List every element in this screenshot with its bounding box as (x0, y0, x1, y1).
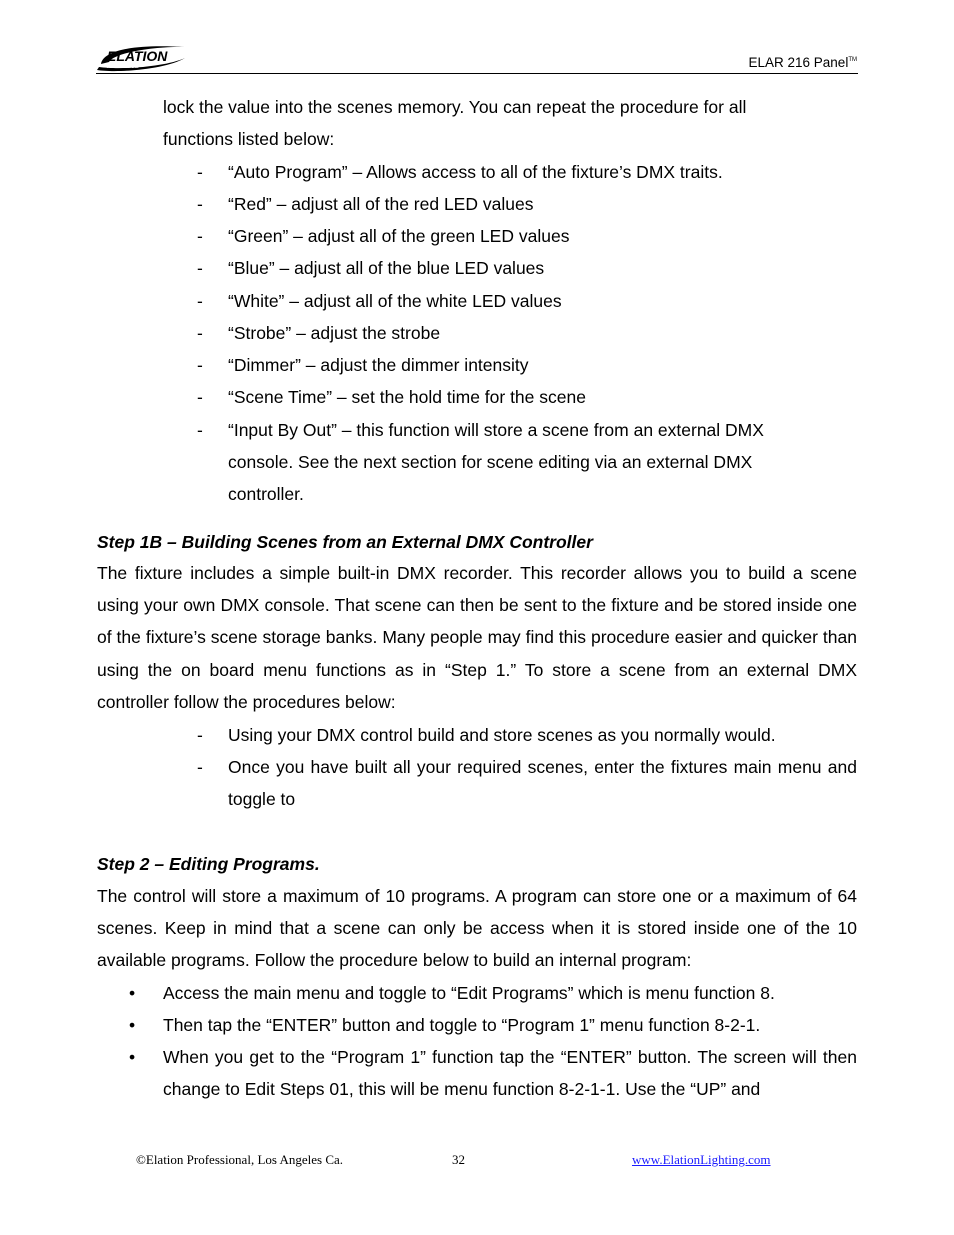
list-item: “White” – adjust all of the white LED values (228, 291, 562, 311)
list-item: When you get to the “Program 1” function tap the “ENTER” button. The screen will then change to Edit Steps 01, this will be menu function 8-2-1-1. Use the “UP” and (163, 1047, 857, 1100)
list-dash: - (197, 162, 203, 182)
list-item: Then tap the “ENTER” button and toggle to “Program 1” menu function 8-2-1. (163, 1015, 761, 1035)
list-bullet: • (129, 1047, 136, 1067)
logo-text: ELATION (107, 48, 168, 64)
header-title (749, 52, 858, 71)
list-dash: - (197, 291, 203, 311)
page-number: 32 (452, 1152, 465, 1167)
list-dash: - (197, 355, 203, 375)
list-dash: - (197, 258, 203, 278)
list-item: Using your DMX control build and store scenes as you normally would. (228, 725, 776, 745)
list-dash: - (197, 226, 203, 246)
list-dash: - (197, 323, 203, 343)
list-item: “Strobe” – adjust the strobe (228, 323, 441, 343)
section-heading-step-2: Step 2 – Editing Programs. (97, 854, 320, 874)
list-dash: - (197, 387, 203, 407)
step-1b-paragraph: The fixture includes a simple built-in DMX recorder. This recorder allows you to build a scene using your own DMX console. That scene can then be sent to the fixture and be stored inside one of the fixture’s scene storage banks. Many people may find this procedure easier and quicker than using the on board menu functions as in “Step 1.” To store a scene from an external DMX controller follow the procedures below: (97, 563, 857, 712)
step-2-paragraph: The control will store a maximum of 10 programs. A program can store one or a maximum of 64 scenes. Keep in mind that a scene can only be access when it is stored inside one of the 10 available programs. Follow the procedure below to build an internal program: (97, 886, 857, 971)
trademark-mark: TM (848, 57, 857, 63)
list-item: “Scene Time” – set the hold time for the scene (228, 387, 586, 407)
list-dash: - (197, 420, 203, 440)
list-dash: - (197, 194, 203, 214)
intro-paragraph: lock the value into the scenes memory. You can repeat the procedure for all functions listed below: (163, 97, 747, 150)
list-item: “Red” – adjust all of the red LED values (228, 194, 534, 214)
list-item: “Input By Out” – this function will store a scene from an external DMX console. See the next section for scene editing via an external DMX controller. (228, 420, 764, 505)
list-item: “Blue” – adjust all of the blue LED values (228, 258, 545, 278)
list-item: “Auto Program” – Allows access to all of the fixture’s DMX traits. (228, 162, 723, 182)
list-dash: - (197, 725, 203, 745)
list-item: “Dimmer” – adjust the dimmer intensity (228, 355, 529, 375)
list-bullet: • (129, 1015, 136, 1035)
list-bullet: • (129, 983, 136, 1003)
list-item: Once you have built all your required scenes, enter the fixtures main menu and toggle to (228, 757, 857, 810)
list-item: “Green” – adjust all of the green LED values (228, 226, 570, 246)
footer-copyright: ©Elation Professional, Los Angeles Ca. (136, 1152, 344, 1167)
elation-logo (95, 40, 187, 74)
website-link[interactable]: www.ElationLighting.com (632, 1152, 771, 1167)
list-item: Access the main menu and toggle to “Edit Programs” which is menu function 8. (163, 983, 775, 1003)
list-dash: - (197, 757, 203, 777)
header-rule (96, 73, 858, 74)
section-heading-step-1b: Step 1B – Building Scenes from an External DMX Controller (97, 532, 593, 552)
product-name: ELAR 216 Panel (748, 55, 849, 70)
logo-subtext: PROFESSIONAL (107, 64, 139, 69)
